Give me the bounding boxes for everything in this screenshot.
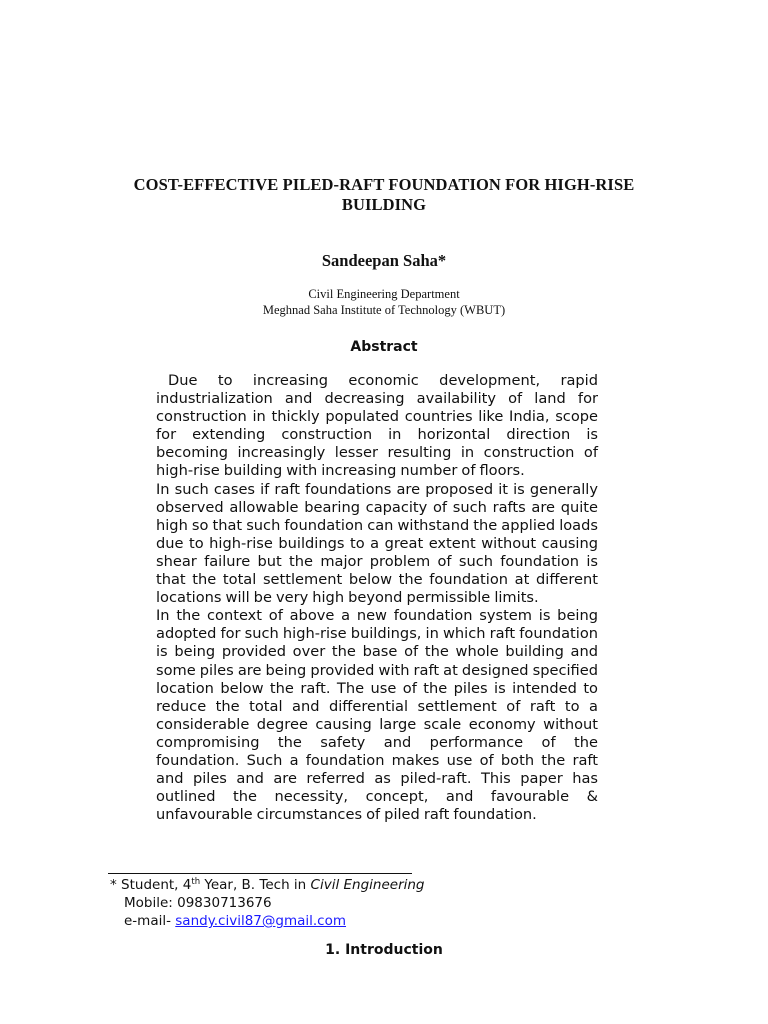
title-line-1: COST-EFFECTIVE PILED-RAFT FOUNDATION FOR HIGH-RISE xyxy=(133,175,635,194)
abstract-heading: Abstract xyxy=(350,339,418,355)
paper-title xyxy=(60,175,708,215)
footnote-year: Year, B. Tech in xyxy=(200,877,311,893)
affiliation-department: Civil Engineering Department xyxy=(308,287,460,301)
footnote-ordinal: th xyxy=(191,877,201,887)
abstract-paragraph: In such cases if raft foundations are proposed it is generally observed allowable bearing capacity of such rafts are quite high so that such foundation can withstand the applied loads due to high-rise buildings to a great extent without causing shear failure but the major problem of such foundation is that the total settlement below the foundation at different locations will be very high beyond permissible limits. xyxy=(156,480,598,607)
abstract-paragraph: Due to increasing economic development, rapid industrialization and decreasing availability of land for construction in thickly populated countries like India, scope for extending construction in horizontal direction is becoming increasingly lesser resulting in construction of high-rise building with increasing number of floors. xyxy=(156,372,598,480)
footnote xyxy=(110,876,630,930)
email-link[interactable]: sandy.civil87@gmail.com xyxy=(175,913,347,929)
abstract-body xyxy=(156,372,598,824)
author-name: Sandeepan Saha* xyxy=(321,251,447,270)
footnote-email-label: e-mail- xyxy=(124,913,176,929)
affiliation xyxy=(0,287,768,318)
footnote-email-line xyxy=(110,912,630,930)
abstract-paragraph: In the context of above a new foundation system is being adopted for such high-rise buildings, in which raft foundation is being provided over the base of the whole building and some piles are being provided with raft at designed specified location below the raft. The use of the piles is intended to reduce the total and differential settlement of raft to a considerable degree causing large scale economy without compromising the safety and performance of the foundation. Such a foundation makes use of both the raft and piles and are referred as piled-raft. This paper has outlined the necessity, concept, and favourable & unfavourable circumstances of piled raft foundation. xyxy=(156,607,598,824)
footnote-student-line xyxy=(110,876,630,894)
section-heading-introduction: 1. Introduction xyxy=(325,942,443,958)
title-line-2: BUILDING xyxy=(341,195,427,214)
footnote-mobile: Mobile: 09830713676 xyxy=(124,895,272,911)
affiliation-institute: Meghnad Saha Institute of Technology (WBUT) xyxy=(262,302,506,317)
footnote-discipline: Civil Engineering xyxy=(310,877,425,893)
footnote-divider xyxy=(108,873,412,874)
footnote-marker: * Student, 4 xyxy=(110,877,192,893)
